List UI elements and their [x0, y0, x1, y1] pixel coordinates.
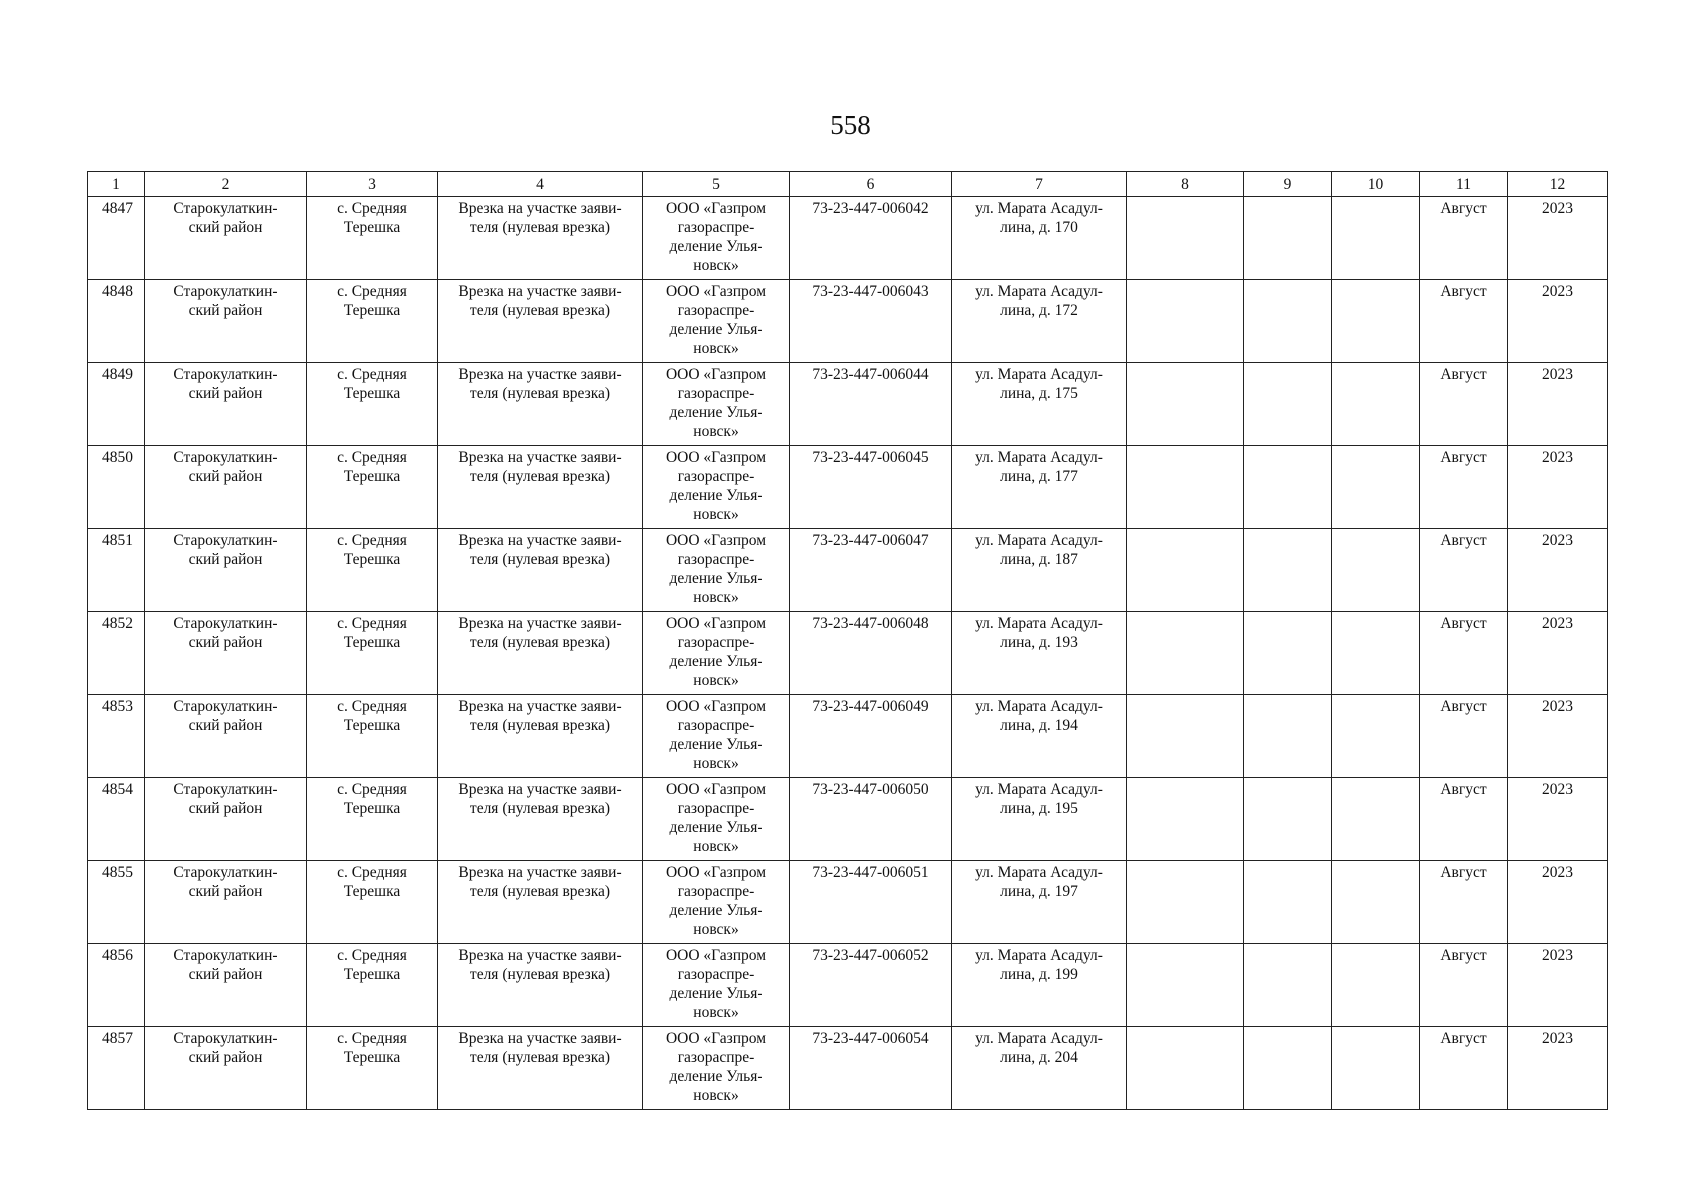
table-row — [88, 280, 1608, 363]
cell-line: теля (нулевая врезка) — [469, 966, 611, 983]
column-header-7: 7 — [952, 172, 1127, 197]
cell-line: ский район — [188, 800, 263, 817]
object-code-cell: 73-23-447-006042 — [790, 197, 952, 280]
cell-line: ООО «Газпром — [665, 283, 767, 300]
cell-line: ул. Марата Асадул- — [975, 200, 1103, 217]
year-cell: 2023 — [1508, 612, 1608, 695]
cell-line: лина, д. 172 — [1000, 302, 1078, 319]
cell-line: деление Улья- — [669, 736, 763, 753]
cell-line: с. Средняя — [337, 781, 407, 798]
work-type-cell — [438, 861, 643, 944]
cell-line: с. Средняя — [337, 366, 407, 383]
cell-line: ул. Марата Асадул- — [975, 864, 1103, 881]
table-row — [88, 1027, 1608, 1110]
cell-line: Старокулаткин- — [173, 200, 278, 217]
cell-line: с. Средняя — [337, 615, 407, 632]
object-code-cell: 73-23-447-006048 — [790, 612, 952, 695]
cell-line: лина, д. 187 — [1000, 551, 1078, 568]
cell-line: теля (нулевая врезка) — [469, 385, 611, 402]
object-code-cell: 73-23-447-006051 — [790, 861, 952, 944]
row-number: 4857 — [88, 1027, 145, 1110]
table-row — [88, 197, 1608, 280]
year-cell: 2023 — [1508, 529, 1608, 612]
year-cell: 2023 — [1508, 363, 1608, 446]
cell-line: ский район — [188, 468, 263, 485]
work-type-cell — [438, 695, 643, 778]
object-code-cell: 73-23-447-006045 — [790, 446, 952, 529]
month-cell: Август — [1420, 197, 1508, 280]
district-cell — [145, 197, 307, 280]
cell-line: Старокулаткин- — [173, 615, 278, 632]
column-header-4: 4 — [438, 172, 643, 197]
column-10-cell — [1332, 695, 1420, 778]
cell-line: лина, д. 195 — [1000, 800, 1078, 817]
district-cell — [145, 861, 307, 944]
column-8-cell — [1127, 529, 1244, 612]
cell-line: лина, д. 170 — [1000, 219, 1078, 236]
column-header-10: 10 — [1332, 172, 1420, 197]
cell-line: ООО «Газпром — [665, 947, 767, 964]
organization-cell — [643, 280, 790, 363]
table-row — [88, 861, 1608, 944]
cell-line: ский район — [188, 385, 263, 402]
address-cell — [952, 612, 1127, 695]
year-cell: 2023 — [1508, 695, 1608, 778]
cell-line: с. Средняя — [337, 449, 407, 466]
cell-line: ский район — [188, 883, 263, 900]
cell-line: ООО «Газпром — [665, 864, 767, 881]
cell-line: новск» — [693, 423, 739, 440]
cell-line: лина, д. 204 — [1000, 1049, 1078, 1066]
cell-line: газораспре- — [677, 800, 755, 817]
column-9-cell — [1244, 280, 1332, 363]
cell-line: Терешка — [343, 385, 401, 402]
work-type-cell — [438, 778, 643, 861]
district-cell — [145, 778, 307, 861]
district-cell — [145, 280, 307, 363]
settlement-cell — [307, 778, 438, 861]
address-cell — [952, 695, 1127, 778]
cell-line: Терешка — [343, 800, 401, 817]
cell-line: теля (нулевая врезка) — [469, 219, 611, 236]
column-8-cell — [1127, 1027, 1244, 1110]
cell-line: Терешка — [343, 551, 401, 568]
column-9-cell — [1244, 197, 1332, 280]
row-number: 4848 — [88, 280, 145, 363]
cell-line: новск» — [693, 921, 739, 938]
cell-line: Старокулаткин- — [173, 698, 278, 715]
column-9-cell — [1244, 695, 1332, 778]
cell-line: новск» — [693, 838, 739, 855]
organization-cell — [643, 695, 790, 778]
table-row — [88, 612, 1608, 695]
district-cell — [145, 612, 307, 695]
object-code-cell: 73-23-447-006049 — [790, 695, 952, 778]
column-header-5: 5 — [643, 172, 790, 197]
column-10-cell — [1332, 197, 1420, 280]
cell-line: ул. Марата Асадул- — [975, 1030, 1103, 1047]
cell-line: новск» — [693, 672, 739, 689]
row-number: 4852 — [88, 612, 145, 695]
work-type-cell — [438, 529, 643, 612]
cell-line: деление Улья- — [669, 902, 763, 919]
year-cell: 2023 — [1508, 778, 1608, 861]
column-10-cell — [1332, 363, 1420, 446]
cell-line: с. Средняя — [337, 698, 407, 715]
cell-line: газораспре- — [677, 551, 755, 568]
column-header-6: 6 — [790, 172, 952, 197]
settlement-cell — [307, 197, 438, 280]
cell-line: деление Улья- — [669, 653, 763, 670]
cell-line: ООО «Газпром — [665, 615, 767, 632]
row-number: 4851 — [88, 529, 145, 612]
settlement-cell — [307, 529, 438, 612]
cell-line: Старокулаткин- — [173, 283, 278, 300]
month-cell: Август — [1420, 695, 1508, 778]
organization-cell — [643, 944, 790, 1027]
column-8-cell — [1127, 446, 1244, 529]
cell-line: Старокулаткин- — [173, 449, 278, 466]
organization-cell — [643, 1027, 790, 1110]
column-10-cell — [1332, 861, 1420, 944]
cell-line: ООО «Газпром — [665, 1030, 767, 1047]
cell-line: новск» — [693, 1087, 739, 1104]
settlement-cell — [307, 695, 438, 778]
district-cell — [145, 446, 307, 529]
column-header-8: 8 — [1127, 172, 1244, 197]
cell-line: ский район — [188, 1049, 263, 1066]
column-header-2: 2 — [145, 172, 307, 197]
cell-line: ский район — [188, 219, 263, 236]
address-cell — [952, 861, 1127, 944]
cell-line: теля (нулевая врезка) — [469, 634, 611, 651]
cell-line: Врезка на участке заяви- — [458, 449, 622, 466]
cell-line: деление Улья- — [669, 570, 763, 587]
cell-line: газораспре- — [677, 634, 755, 651]
cell-line: Старокулаткин- — [173, 366, 278, 383]
cell-line: ский район — [188, 551, 263, 568]
row-number: 4849 — [88, 363, 145, 446]
cell-line: Врезка на участке заяви- — [458, 532, 622, 549]
cell-line: деление Улья- — [669, 238, 763, 255]
organization-cell — [643, 363, 790, 446]
district-cell — [145, 363, 307, 446]
cell-line: с. Средняя — [337, 200, 407, 217]
settlement-cell — [307, 612, 438, 695]
month-cell: Август — [1420, 280, 1508, 363]
row-number: 4847 — [88, 197, 145, 280]
month-cell: Август — [1420, 529, 1508, 612]
cell-line: Врезка на участке заяви- — [458, 200, 622, 217]
cell-line: с. Средняя — [337, 532, 407, 549]
table-row — [88, 529, 1608, 612]
cell-line: газораспре- — [677, 966, 755, 983]
column-10-cell — [1332, 778, 1420, 861]
table-row — [88, 695, 1608, 778]
district-cell — [145, 1027, 307, 1110]
cell-line: теля (нулевая врезка) — [469, 883, 611, 900]
table-row — [88, 944, 1608, 1027]
cell-line: Терешка — [343, 468, 401, 485]
cell-line: лина, д. 197 — [1000, 883, 1078, 900]
cell-line: Врезка на участке заяви- — [458, 283, 622, 300]
cell-line: ский район — [188, 966, 263, 983]
settlement-cell — [307, 363, 438, 446]
cell-line: Врезка на участке заяви- — [458, 1030, 622, 1047]
district-cell — [145, 944, 307, 1027]
cell-line: Врезка на участке заяви- — [458, 698, 622, 715]
column-header-12: 12 — [1508, 172, 1608, 197]
cell-line: газораспре- — [677, 883, 755, 900]
column-header-9: 9 — [1244, 172, 1332, 197]
cell-line: новск» — [693, 589, 739, 606]
page-number: 558 — [830, 110, 871, 140]
cell-line: деление Улья- — [669, 1068, 763, 1085]
year-cell: 2023 — [1508, 197, 1608, 280]
cell-line: Терешка — [343, 966, 401, 983]
object-code-cell: 73-23-447-006050 — [790, 778, 952, 861]
organization-cell — [643, 612, 790, 695]
cell-line: Терешка — [343, 634, 401, 651]
work-type-cell — [438, 612, 643, 695]
year-cell: 2023 — [1508, 944, 1608, 1027]
cell-line: Врезка на участке заяви- — [458, 366, 622, 383]
object-code-cell: 73-23-447-006043 — [790, 280, 952, 363]
column-9-cell — [1244, 778, 1332, 861]
column-header-11: 11 — [1420, 172, 1508, 197]
cell-line: ул. Марата Асадул- — [975, 283, 1103, 300]
cell-line: Старокулаткин- — [173, 1030, 278, 1047]
cell-line: деление Улья- — [669, 404, 763, 421]
cell-line: Старокулаткин- — [173, 864, 278, 881]
cell-line: газораспре- — [677, 302, 755, 319]
column-8-cell — [1127, 363, 1244, 446]
cell-line: деление Улья- — [669, 819, 763, 836]
month-cell: Август — [1420, 778, 1508, 861]
cell-line: ский район — [188, 302, 263, 319]
district-cell — [145, 529, 307, 612]
cell-line: Старокулаткин- — [173, 532, 278, 549]
cell-line: газораспре- — [677, 1049, 755, 1066]
year-cell: 2023 — [1508, 280, 1608, 363]
district-cell — [145, 695, 307, 778]
cell-line: Терешка — [343, 1049, 401, 1066]
cell-line: ул. Марата Асадул- — [975, 449, 1103, 466]
cell-line: с. Средняя — [337, 864, 407, 881]
cell-line: лина, д. 177 — [1000, 468, 1078, 485]
cell-line: деление Улья- — [669, 985, 763, 1002]
cell-line: теля (нулевая врезка) — [469, 551, 611, 568]
cell-line: новск» — [693, 755, 739, 772]
column-8-cell — [1127, 944, 1244, 1027]
row-number: 4854 — [88, 778, 145, 861]
work-type-cell — [438, 1027, 643, 1110]
work-type-cell — [438, 280, 643, 363]
cell-line: ООО «Газпром — [665, 532, 767, 549]
cell-line: теля (нулевая врезка) — [469, 1049, 611, 1066]
cell-line: Терешка — [343, 883, 401, 900]
column-9-cell — [1244, 612, 1332, 695]
cell-line: ул. Марата Асадул- — [975, 698, 1103, 715]
cell-line: с. Средняя — [337, 1030, 407, 1047]
settlement-cell — [307, 1027, 438, 1110]
settlement-cell — [307, 944, 438, 1027]
cell-line: Врезка на участке заяви- — [458, 947, 622, 964]
cell-line: деление Улья- — [669, 321, 763, 338]
month-cell: Август — [1420, 944, 1508, 1027]
cell-line: теля (нулевая врезка) — [469, 717, 611, 734]
organization-cell — [643, 529, 790, 612]
object-code-cell: 73-23-447-006054 — [790, 1027, 952, 1110]
cell-line: Врезка на участке заяви- — [458, 781, 622, 798]
cell-line: Терешка — [343, 717, 401, 734]
row-number: 4855 — [88, 861, 145, 944]
column-10-cell — [1332, 944, 1420, 1027]
settlement-cell — [307, 280, 438, 363]
table-row — [88, 778, 1608, 861]
column-10-cell — [1332, 446, 1420, 529]
year-cell: 2023 — [1508, 861, 1608, 944]
column-number-row — [88, 172, 1608, 197]
cell-line: лина, д. 194 — [1000, 717, 1078, 734]
cell-line: деление Улья- — [669, 487, 763, 504]
address-cell — [952, 280, 1127, 363]
year-cell: 2023 — [1508, 1027, 1608, 1110]
cell-line: ул. Марата Асадул- — [975, 532, 1103, 549]
address-cell — [952, 1027, 1127, 1110]
object-code-cell: 73-23-447-006047 — [790, 529, 952, 612]
work-type-cell — [438, 446, 643, 529]
column-8-cell — [1127, 861, 1244, 944]
cell-line: новск» — [693, 340, 739, 357]
cell-line: ский район — [188, 717, 263, 734]
object-code-cell: 73-23-447-006044 — [790, 363, 952, 446]
cell-line: ский район — [188, 634, 263, 651]
cell-line: ООО «Газпром — [665, 698, 767, 715]
column-9-cell — [1244, 529, 1332, 612]
cell-line: ул. Марата Асадул- — [975, 947, 1103, 964]
cell-line: новск» — [693, 506, 739, 523]
month-cell: Август — [1420, 861, 1508, 944]
column-header-3: 3 — [307, 172, 438, 197]
month-cell: Август — [1420, 612, 1508, 695]
cell-line: Терешка — [343, 219, 401, 236]
column-9-cell — [1244, 1027, 1332, 1110]
cell-line: новск» — [693, 1004, 739, 1021]
address-cell — [952, 197, 1127, 280]
organization-cell — [643, 197, 790, 280]
column-8-cell — [1127, 778, 1244, 861]
cell-line: лина, д. 193 — [1000, 634, 1078, 651]
cell-line: газораспре- — [677, 468, 755, 485]
column-8-cell — [1127, 612, 1244, 695]
column-8-cell — [1127, 695, 1244, 778]
cell-line: газораспре- — [677, 219, 755, 236]
cell-line: теля (нулевая врезка) — [469, 468, 611, 485]
row-number: 4856 — [88, 944, 145, 1027]
column-8-cell — [1127, 197, 1244, 280]
month-cell: Август — [1420, 363, 1508, 446]
column-10-cell — [1332, 280, 1420, 363]
address-cell — [952, 363, 1127, 446]
address-cell — [952, 529, 1127, 612]
address-cell — [952, 944, 1127, 1027]
settlement-cell — [307, 446, 438, 529]
column-10-cell — [1332, 1027, 1420, 1110]
cell-line: теля (нулевая врезка) — [469, 302, 611, 319]
cell-line: Врезка на участке заяви- — [458, 864, 622, 881]
year-cell: 2023 — [1508, 446, 1608, 529]
object-code-cell: 73-23-447-006052 — [790, 944, 952, 1027]
column-header-1: 1 — [88, 172, 145, 197]
cell-line: газораспре- — [677, 717, 755, 734]
cell-line: Старокулаткин- — [173, 947, 278, 964]
cell-line: Врезка на участке заяви- — [458, 615, 622, 632]
work-type-cell — [438, 363, 643, 446]
column-8-cell — [1127, 280, 1244, 363]
row-number: 4853 — [88, 695, 145, 778]
cell-line: с. Средняя — [337, 947, 407, 964]
cell-line: ООО «Газпром — [665, 200, 767, 217]
cell-line: с. Средняя — [337, 283, 407, 300]
register-table — [87, 171, 1608, 1110]
column-10-cell — [1332, 529, 1420, 612]
cell-line: ул. Марата Асадул- — [975, 366, 1103, 383]
work-type-cell — [438, 944, 643, 1027]
cell-line: ул. Марата Асадул- — [975, 615, 1103, 632]
organization-cell — [643, 778, 790, 861]
cell-line: Старокулаткин- — [173, 781, 278, 798]
cell-line: ООО «Газпром — [665, 449, 767, 466]
column-10-cell — [1332, 612, 1420, 695]
cell-line: газораспре- — [677, 385, 755, 402]
table-row — [88, 363, 1608, 446]
cell-line: ООО «Газпром — [665, 366, 767, 383]
address-cell — [952, 446, 1127, 529]
cell-line: лина, д. 199 — [1000, 966, 1078, 983]
table-row — [88, 446, 1608, 529]
row-number: 4850 — [88, 446, 145, 529]
cell-line: теля (нулевая врезка) — [469, 800, 611, 817]
cell-line: ул. Марата Асадул- — [975, 781, 1103, 798]
column-9-cell — [1244, 363, 1332, 446]
cell-line: Терешка — [343, 302, 401, 319]
work-type-cell — [438, 197, 643, 280]
organization-cell — [643, 446, 790, 529]
cell-line: новск» — [693, 257, 739, 274]
column-9-cell — [1244, 446, 1332, 529]
cell-line: ООО «Газпром — [665, 781, 767, 798]
month-cell: Август — [1420, 1027, 1508, 1110]
cell-line: лина, д. 175 — [1000, 385, 1078, 402]
address-cell — [952, 778, 1127, 861]
column-9-cell — [1244, 944, 1332, 1027]
organization-cell — [643, 861, 790, 944]
settlement-cell — [307, 861, 438, 944]
column-9-cell — [1244, 861, 1332, 944]
month-cell: Август — [1420, 446, 1508, 529]
